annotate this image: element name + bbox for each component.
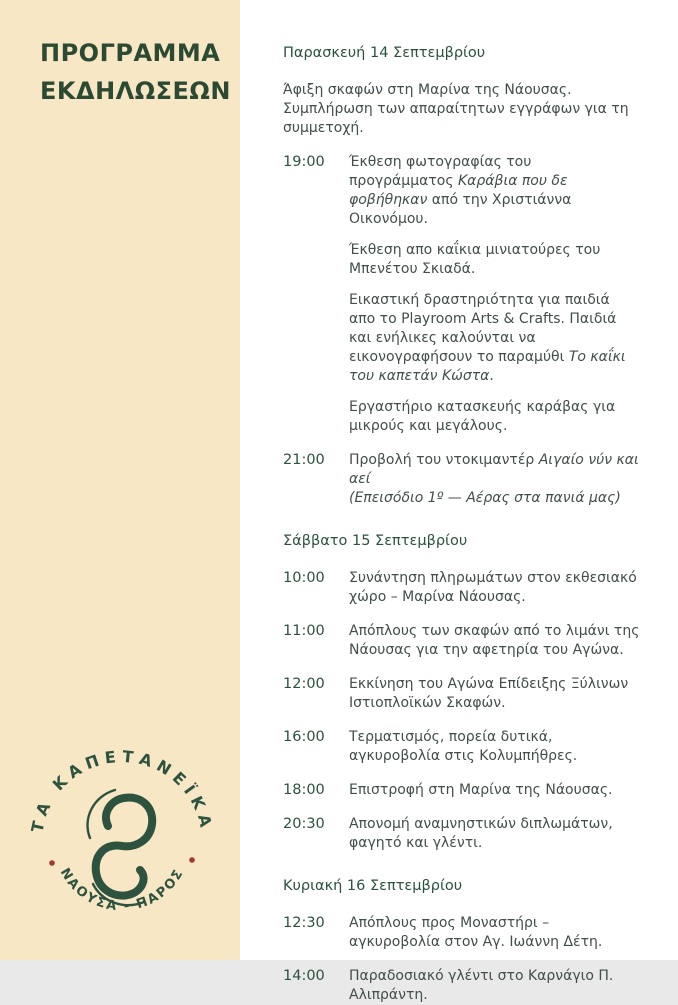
event-text: Εικαστική δραστηριότητα για παιδιά απο το Playroom Arts & Crafts. Παιδιά και ενήλικες καλούνται να εικονογραφήσουν το παραμύθι — [349, 292, 617, 365]
event-description — [349, 622, 640, 660]
event-time: 11:00 — [283, 623, 325, 639]
day-heading: Κυριακή 16 Σεπτεμβρίου — [283, 878, 463, 894]
event-text-italic: Καράβια που δε φοβήθηκαν — [349, 173, 568, 208]
event-text: Άφιξη σκαφών στη Μαρίνα της Νάουσας. Συμπλήρωση των απαραίτητων εγγράφων για τη συμμετοχή. — [283, 82, 629, 136]
event-description — [283, 81, 639, 138]
day-heading: Σάββατο 15 Σεπτεμβρίου — [283, 533, 468, 549]
event-paragraph — [349, 241, 640, 279]
event-paragraph — [349, 675, 640, 713]
event-description — [349, 153, 640, 436]
event-text: Απόπλους προς Μοναστήρι – αγκυροβολία στον Αγ. Ιωάννη Δέτη. — [349, 915, 603, 950]
event-row — [283, 153, 640, 436]
event-description — [349, 675, 640, 713]
kapetaneika-logo — [22, 742, 222, 942]
event-time: 16:00 — [283, 729, 325, 745]
logo-arc-top-text: ΤΑ ΚΑΠΕΤΑΝΕΪΚΑ — [27, 746, 217, 835]
event-text-italic: Το καΐκι του καπετάν Κώστα — [349, 349, 626, 384]
event-paragraph — [349, 153, 640, 229]
event-text: Επιστροφή στη Μαρίνα της Νάουσας. — [349, 782, 613, 798]
event-time: 18:00 — [283, 782, 325, 798]
schedule — [240, 0, 678, 1003]
logo-svg — [22, 742, 222, 942]
event-row — [283, 728, 640, 766]
day-heading: Παρασκευή 14 Σεπτεμβρίου — [283, 45, 486, 61]
event-time: 20:30 — [283, 816, 325, 832]
event-text: Απονομή αναμνηστικών διπλωμάτων, φαγητό και γλέντι. — [349, 816, 613, 851]
event-text: από την Χριστιάννα Οικονόμου. — [349, 192, 572, 227]
event-text: Εκκίνηση του Αγώνα Επίδειξης Ξύλινων Ιστιοπλοϊκών Σκαφών. — [349, 676, 629, 711]
event-text: . — [489, 368, 494, 384]
event-text: Εργαστήριο κατασκευής καράβας για μικρούς και μεγάλους. — [349, 399, 616, 434]
event-paragraph — [349, 967, 640, 1005]
event-text: Συνάντηση πληρωμάτων στον εκθεσιακό χώρο – Μαρίνα Νάουσας. — [349, 570, 637, 605]
event-text-italic: (Επεισόδιο 1º — Αέρας στα πανιά μας) — [349, 490, 621, 506]
event-paragraph — [349, 398, 640, 436]
event-text: Έκθεση απο καΐκια μινιατούρες του Μπενέτου Σκιαδά. — [349, 242, 601, 277]
event-description — [349, 914, 640, 952]
event-text: Παραδοσιακό γλέντι στο Καρνάγιο Π. Αλιπράντη. — [349, 968, 614, 1003]
event-row — [283, 675, 640, 713]
event-description — [349, 728, 640, 766]
logo-arc-bottom-text: ΝΑΟΥΣΑ - ΠΑΡΟΣ — [56, 865, 188, 915]
event-description — [349, 451, 640, 508]
event-paragraph — [349, 569, 640, 607]
event-description — [349, 781, 640, 800]
event-text: Έκθεση φωτογραφίας του προγράμματος — [349, 154, 532, 189]
event-paragraph — [349, 781, 640, 800]
logo-dot-right — [189, 857, 195, 863]
event-description — [349, 815, 640, 853]
event-paragraph — [349, 291, 640, 386]
event-time: 10:00 — [283, 570, 325, 586]
event-time: 14:00 — [283, 968, 325, 984]
logo-dot-left — [49, 860, 55, 866]
wave-spiral-icon — [88, 790, 153, 905]
event-text: Προβολή του ντοκιμαντέρ — [349, 452, 539, 468]
event-paragraph — [283, 81, 639, 138]
event-text-italic: Αιγαίο νύν και αεί — [349, 452, 639, 487]
event-paragraph — [349, 728, 640, 766]
event-description — [349, 967, 640, 1005]
sidebar — [0, 0, 240, 960]
event-paragraph — [349, 622, 640, 660]
event-time: 12:30 — [283, 915, 325, 931]
event-paragraph — [349, 815, 640, 853]
event-row — [283, 569, 640, 607]
event-row — [283, 967, 640, 1005]
event-paragraph — [349, 451, 640, 508]
event-time: 21:00 — [283, 452, 325, 468]
poster-title — [40, 34, 231, 110]
event-paragraph — [349, 914, 640, 952]
event-row — [283, 622, 640, 660]
event-text: Απόπλους των σκαφών από το λιμάνι της Νάουσας για την αφετηρία του Αγώνα. — [349, 623, 640, 658]
event-text: Τερματισμός, πορεία δυτικά, αγκυροβολία στις Κολυμπήθρες. — [349, 729, 578, 764]
poster-title-line-2: ΕΚΔΗΛΩΣΕΩΝ — [40, 77, 231, 105]
event-row — [283, 81, 640, 138]
event-row — [283, 781, 640, 800]
event-row — [283, 914, 640, 952]
event-row — [283, 815, 640, 853]
event-time: 12:00 — [283, 676, 325, 692]
event-time: 19:00 — [283, 154, 325, 170]
event-description — [349, 569, 640, 607]
poster-title-line-1: ΠΡΟΓΡΑΜΜΑ — [40, 39, 221, 67]
event-row — [283, 451, 640, 508]
